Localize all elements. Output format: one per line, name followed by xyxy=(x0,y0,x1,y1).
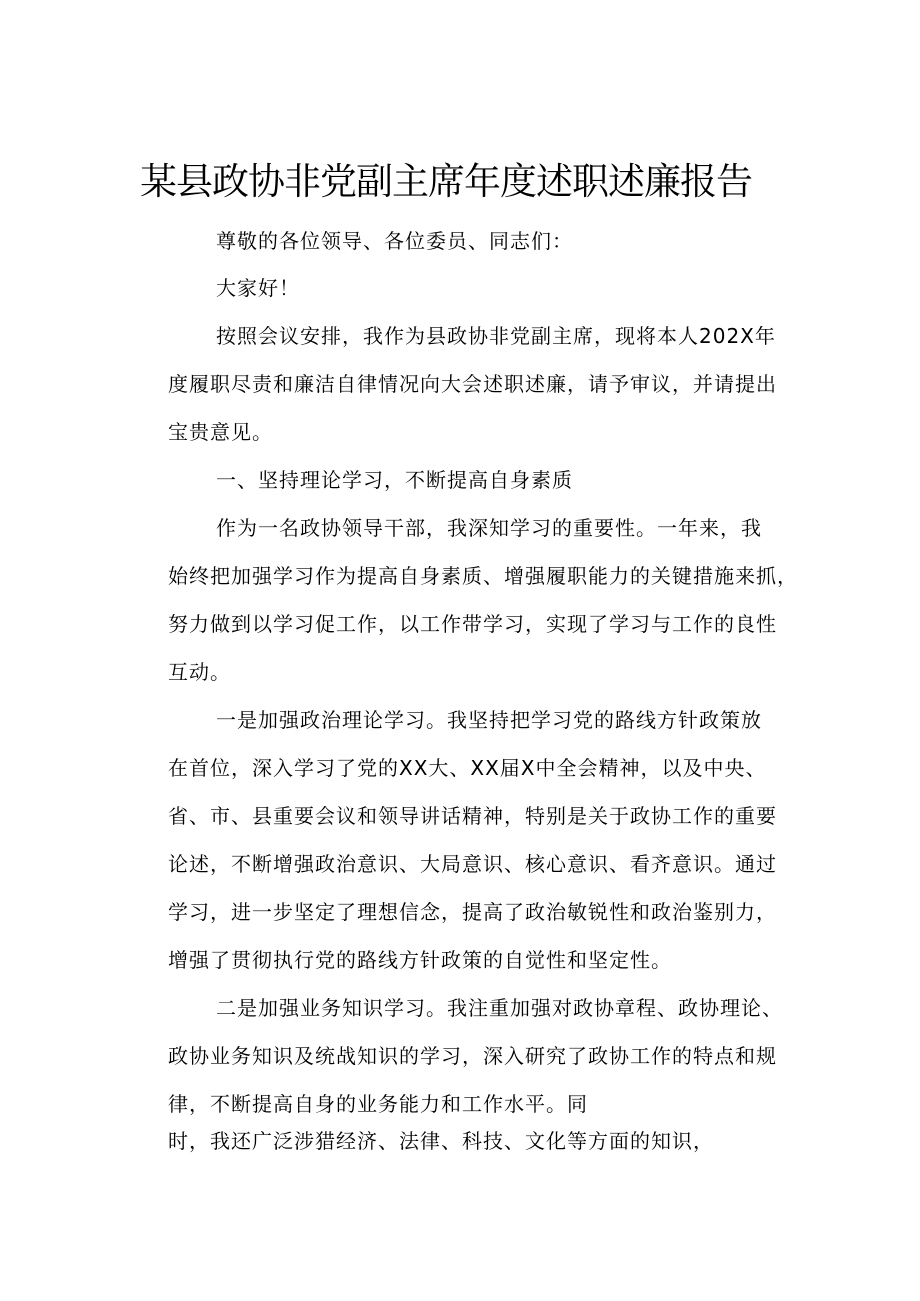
paragraph-line: 在首位，深入学习了党的XX大、XX届X中全会精神，以及中央、 xyxy=(168,756,767,780)
salutation: 尊敬的各位领导、各位委员、同志们： xyxy=(216,229,573,253)
paragraph-line: 时，我还广泛涉猎经济、法律、科技、文化等方面的知识， xyxy=(168,1129,714,1153)
greeting: 大家好！ xyxy=(216,276,300,300)
paragraph-line: 政协业务知识及统战知识的学习，深入研究了政协工作的特点和规 xyxy=(168,1044,777,1068)
paragraph-line: 度履职尽责和廉洁自律情况向大会述职述廉，请予审议，并请提出 xyxy=(168,372,777,396)
section-heading: 一、坚持理论学习，不断提高自身素质 xyxy=(216,468,573,492)
paragraph-line: 一是加强政治理论学习。我坚持把学习党的路线方针政策放 xyxy=(216,708,762,732)
paragraph-line: 增强了贯彻执行党的路线方针政策的自觉性和坚定性。 xyxy=(168,948,672,972)
paragraph-line: 始终把加强学习作为提高自身素质、增强履职能力的关键措施来抓， xyxy=(168,564,798,588)
paragraph-line: 学习，进一步坚定了理想信念，提高了政治敏锐性和政治鉴别力， xyxy=(168,900,777,924)
paragraph-line: 努力做到以学习促工作，以工作带学习，实现了学习与工作的良性 xyxy=(168,612,777,636)
paragraph-line: 作为一名政协领导干部，我深知学习的重要性。一年来，我 xyxy=(216,516,762,540)
paragraph-line: 论述，不断增强政治意识、大局意识、核心意识、看齐意识。通过 xyxy=(168,852,777,876)
paragraph-line: 二是加强业务知识学习。我注重加强对政协章程、政协理论、 xyxy=(216,996,783,1020)
document-title: 某县政协非党副主席年度述职述廉报告 xyxy=(140,160,752,203)
paragraph-line: 律，不断提高自身的业务能力和工作水平。同 xyxy=(168,1092,588,1116)
paragraph-line: 宝贵意见。 xyxy=(168,420,273,444)
paragraph-line: 省、市、县重要会议和领导讲话精神，特别是关于政协工作的重要 xyxy=(168,804,777,828)
paragraph-line: 互动。 xyxy=(168,660,231,684)
paragraph-line: 按照会议安排，我作为县政协非党副主席，现将本人202X年 xyxy=(216,324,776,348)
